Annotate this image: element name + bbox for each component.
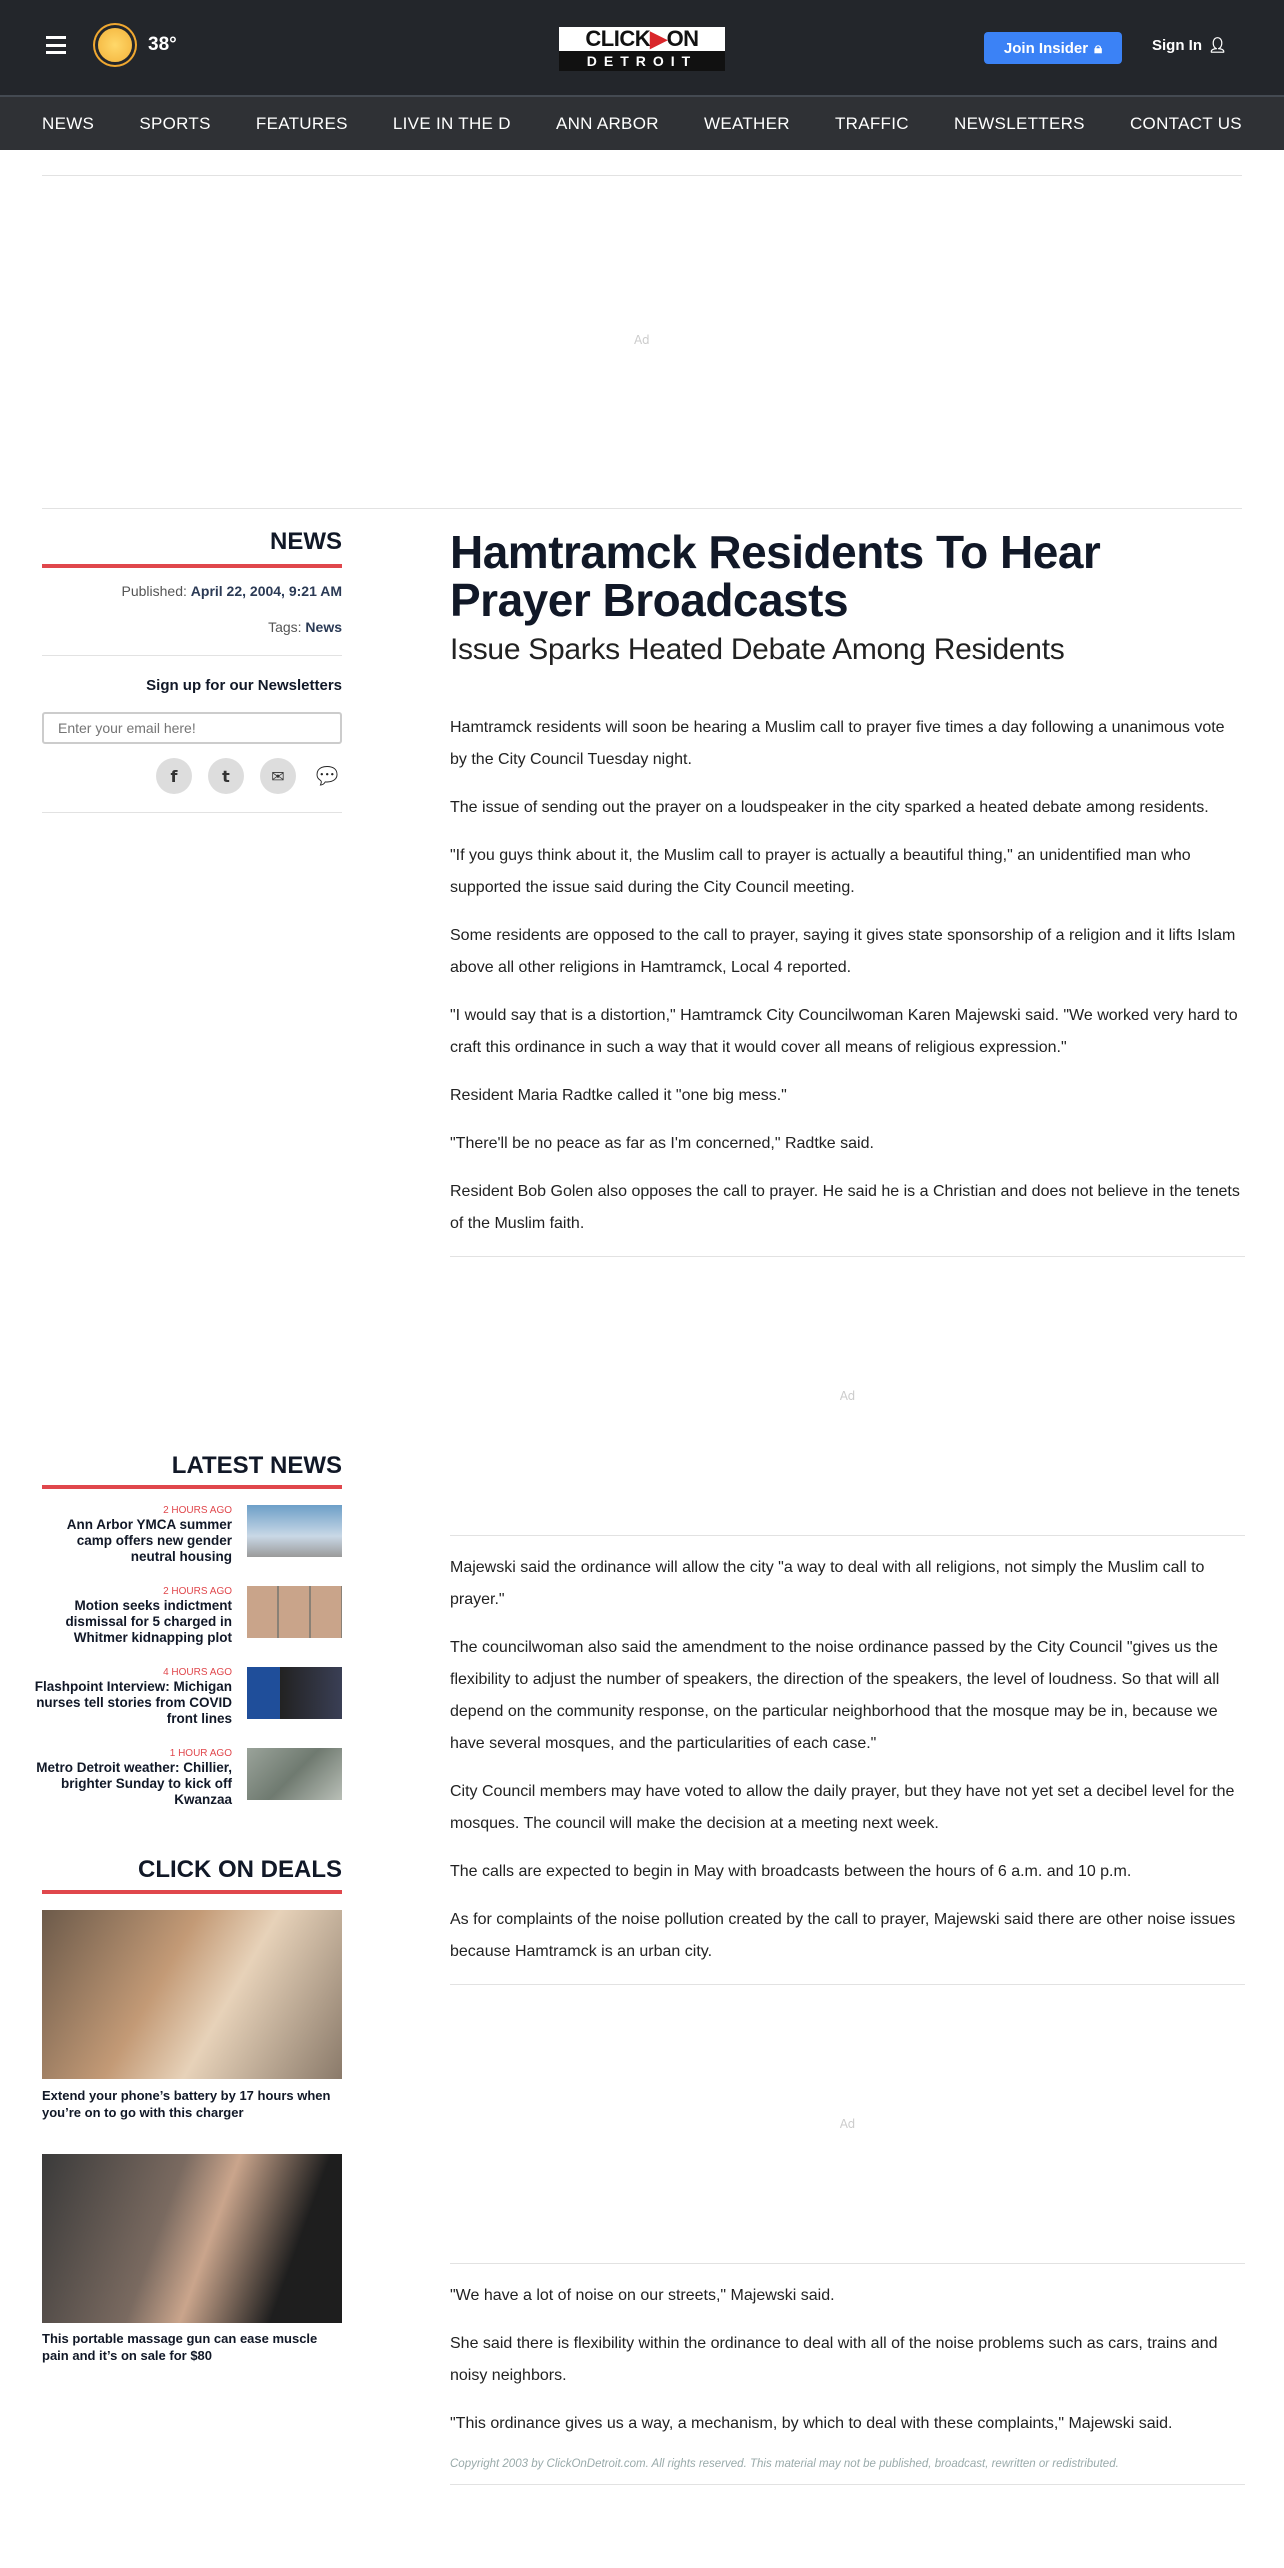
paragraph: Hamtramck residents will soon be hearing a Muslim call to prayer five times a day following a unanimous vote by the City Council Tuesday night.: [450, 719, 1225, 768]
logo-text-on: ON: [666, 26, 699, 51]
paragraph: "We have a lot of noise on our streets," Majewski said.: [450, 2287, 835, 2304]
paragraph: The calls are expected to begin in May with broadcasts between the hours of 6 a.m. and 10 p.m.: [450, 1863, 1132, 1880]
ad-slot-bottom: [450, 1985, 1245, 2263]
newsletter-email-input[interactable]: [42, 712, 342, 744]
latest-news-item[interactable]: [36, 1748, 342, 1808]
top-header: [0, 0, 1284, 95]
divider: [450, 2263, 1245, 2264]
ad-label-bottom: Ad: [839, 2117, 856, 2131]
news-thumbnail[interactable]: [247, 1748, 342, 1800]
nav-newsletters[interactable]: NEWSLETTERS: [954, 113, 1085, 133]
paragraph: The issue of sending out the prayer on a loudspeaker in the city sparked a heated debate among residents.: [450, 799, 1209, 816]
join-insider-label: Join Insider: [1003, 39, 1089, 57]
copyright-notice: Copyright 2003 by ClickOnDetroit.com. All rights reserved. This material may not be published, broadcast, rewritten or redistributed.: [450, 2458, 1119, 2470]
paragraph: "This ordinance gives us a way, a mechanism, by which to deal with these complaints," Majewski said.: [450, 2415, 1173, 2432]
divider: [42, 175, 1242, 176]
divider: [42, 812, 342, 813]
nav-weather[interactable]: WEATHER: [703, 113, 790, 133]
nav-live-in-the-d[interactable]: LIVE IN THE D: [392, 113, 511, 133]
section-underline: [42, 1890, 342, 1894]
deal-image[interactable]: [42, 2154, 342, 2323]
nav-traffic[interactable]: TRAFFIC: [834, 113, 909, 133]
news-thumbnail[interactable]: [247, 1505, 342, 1557]
divider: [42, 655, 342, 656]
latest-news-item[interactable]: [42, 1505, 342, 1565]
nav-features[interactable]: FEATURES: [255, 113, 348, 133]
newsletter-heading: Sign up for our Newsletters: [146, 677, 342, 694]
click-on-deals-heading: CLICK ON DEALS: [138, 1856, 342, 1883]
news-headline[interactable]: Ann Arbor YMCA summer camp offers new gender neutral housing: [66, 1517, 232, 1564]
news-time: 2 HOURS AGO: [163, 1586, 232, 1597]
facebook-icon[interactable]: f: [156, 758, 192, 794]
paragraph: Resident Maria Radtke called it "one big mess.": [450, 1087, 787, 1104]
nav-ann-arbor[interactable]: ANN ARBOR: [555, 113, 659, 133]
twitter-icon[interactable]: t: [208, 758, 244, 794]
paragraph: "If you guys think about it, the Muslim call to prayer is actually a beautiful thing," an unidentified man who supported the issue said during the City Council meeting.: [450, 847, 1191, 896]
join-insider-button[interactable]: [984, 32, 1122, 64]
lock-icon: 🔒︎: [1094, 39, 1103, 57]
email-icon[interactable]: ✉: [260, 758, 296, 794]
article-title: Hamtramck Residents To Hear Prayer Broadcasts: [450, 526, 1101, 626]
deal-caption[interactable]: This portable massage gun can ease muscle pain and it’s on sale for $80: [42, 2331, 318, 2363]
logo-text-click: CLICK: [585, 26, 651, 51]
tags: [268, 619, 342, 635]
paragraph: As for complaints of the noise pollution created by the call to prayer, Majewski said there are other noise issues because Hamtramck is an urban city.: [450, 1911, 1236, 1960]
comments-icon[interactable]: 💬︎: [312, 762, 343, 790]
ad-label-top: Ad: [634, 333, 650, 347]
latest-news-item[interactable]: [42, 1586, 342, 1646]
latest-news-item[interactable]: [34, 1667, 342, 1727]
paragraph: She said there is flexibility within the ordinance to deal with all of the noise problems such as cars, trains and noisy neighbors.: [450, 2335, 1218, 2384]
news-thumbnail[interactable]: [247, 1667, 342, 1719]
ad-slot-mid: [450, 1257, 1245, 1535]
news-headline[interactable]: Metro Detroit weather: Chillier, brighter Sunday to kick off Kwanzaa: [36, 1760, 232, 1807]
sign-in-button[interactable]: [1152, 36, 1227, 54]
paragraph: Some residents are opposed to the call to prayer, saying it gives state sponsorship of a religion and it lifts Islam above all other religions in Hamtramck, Local 4 reported.: [450, 927, 1236, 976]
nav-news[interactable]: NEWS: [42, 113, 95, 133]
sun-icon[interactable]: [98, 28, 132, 62]
paragraph: Majewski said the ordinance will allow the city "a way to deal with all religions, not simply the Muslim call to prayer.": [450, 1559, 1205, 1608]
hamburger-menu-icon[interactable]: [46, 36, 66, 54]
divider: [450, 2484, 1245, 2485]
ad-label-mid: Ad: [839, 1389, 856, 1403]
article-body-part3: [450, 2280, 1245, 2440]
section-underline: [42, 1485, 342, 1489]
paragraph: Resident Bob Golen also opposes the call to prayer. He said he is a Christian and does not believe in the tenets of the Muslim faith.: [450, 1183, 1240, 1232]
news-time: 4 HOURS AGO: [163, 1667, 232, 1678]
user-icon: 👤︎: [1208, 37, 1228, 54]
weather-temperature[interactable]: 38°: [148, 34, 177, 55]
section-heading-news[interactable]: NEWS: [270, 528, 342, 555]
paragraph: The councilwoman also said the amendment to the noise ordinance passed by the City Council "gives us the flexibility to adjust the number of speakers, the direction of the speakers, the level of loudness. So that will all depend on the community response, on the particular neighborhood that the mosque may be in, because we have several mosques, and the particularities of each case.": [450, 1639, 1220, 1752]
news-time: 2 HOURS AGO: [163, 1505, 232, 1516]
latest-news-heading: LATEST NEWS: [171, 1452, 342, 1479]
main-nav: [0, 95, 1284, 150]
news-headline[interactable]: Motion seeks indictment dismissal for 5 charged in Whitmer kidnapping plot: [65, 1598, 232, 1645]
paragraph: City Council members may have voted to allow the daily prayer, but they have not yet set a decibel level for the mosques. The council will make the decision at a meeting next week.: [450, 1783, 1235, 1832]
published-label: Published:: [121, 583, 187, 599]
section-underline: [42, 564, 342, 568]
share-bar: [156, 758, 342, 794]
paragraph: "There'll be no peace as far as I'm concerned," Radtke said.: [450, 1135, 874, 1152]
nav-sports[interactable]: SPORTS: [139, 113, 211, 133]
news-thumbnail[interactable]: [247, 1586, 342, 1638]
deal-image[interactable]: [42, 1910, 342, 2079]
divider: [450, 1535, 1245, 1536]
tag-link-news[interactable]: News: [305, 619, 342, 635]
deal-caption[interactable]: Extend your phone’s battery by 17 hours when you’re on to go with this charger: [42, 2088, 331, 2120]
sign-in-label: Sign In: [1152, 36, 1202, 54]
published-date: [122, 583, 343, 599]
clickondetroit-logo[interactable]: CLICK▶ON DETROIT: [559, 27, 725, 71]
article-body-part2: [450, 1552, 1245, 1968]
article-body-part1: [450, 712, 1245, 1240]
nav-contact-us[interactable]: CONTACT US: [1129, 113, 1242, 133]
published-value: April 22, 2004, 9:21 AM: [190, 583, 342, 599]
tags-label: Tags:: [268, 619, 302, 635]
news-headline[interactable]: Flashpoint Interview: Michigan nurses tell stories from COVID front lines: [34, 1679, 232, 1726]
paragraph: "I would say that is a distortion," Hamtramck City Councilwoman Karen Majewski said. "We worked very hard to craft this ordinance in such a way that it would cover all means of religious expression.": [450, 1007, 1238, 1056]
news-time: 1 HOUR AGO: [169, 1748, 232, 1759]
logo-text-detroit: DETROIT: [586, 53, 698, 69]
article-subtitle: Issue Sparks Heated Debate Among Residents: [450, 633, 1065, 666]
divider: [42, 508, 1242, 509]
article: [450, 528, 1245, 2485]
